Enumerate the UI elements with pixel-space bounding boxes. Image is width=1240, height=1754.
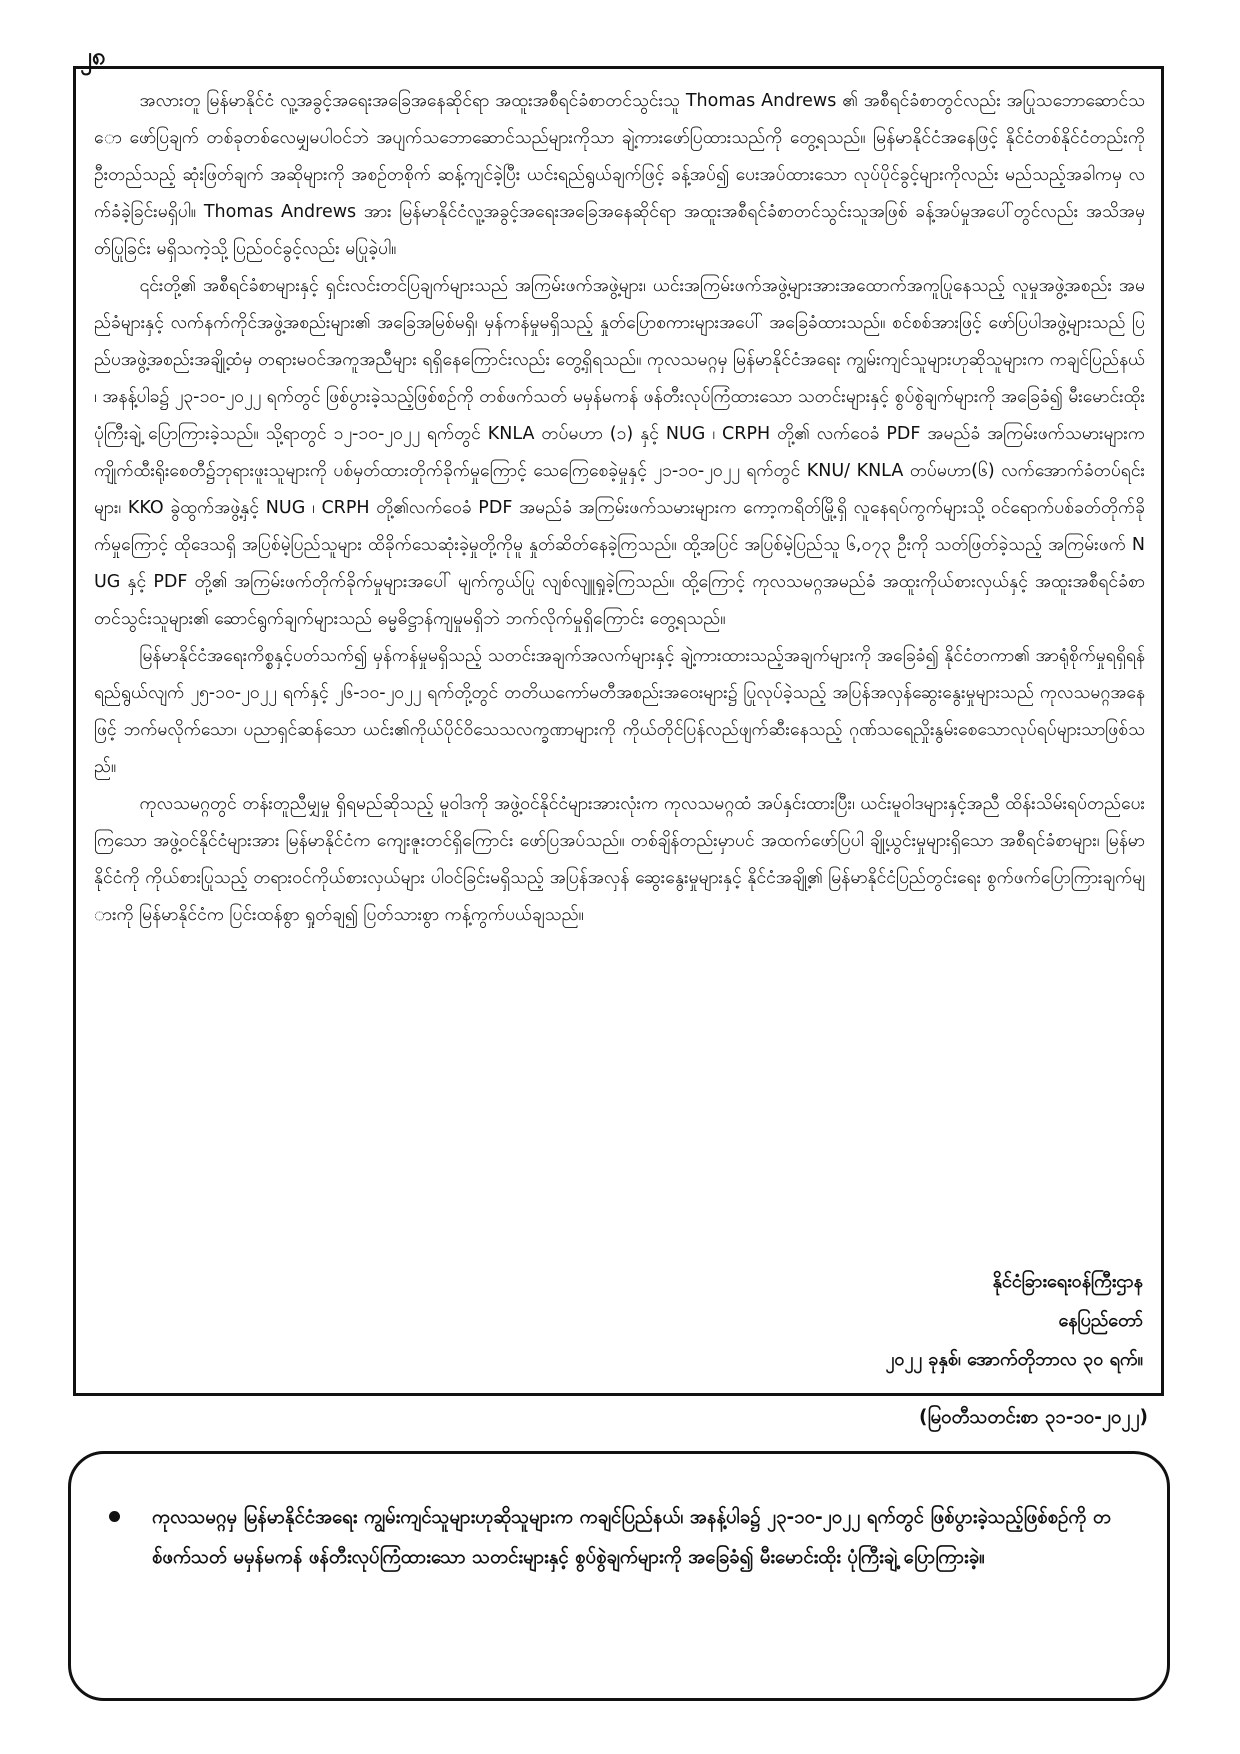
article-paragraph: ကုလသမဂ္ဂတွင် တန်းတူညီမျှမှု ရှိရမည်ဆိုသည့် မူဝါဒကို အဖွဲ့ဝင်နိုင်ငံများအားလုံးက ကုလသမဂ္ဂထံ အပ်နှင်းထားပြီး၊ ယင်းမူဝါဒများနှင့်အညီ ထိန်းသိမ်းရပ်တည်ပေးကြသော အဖွဲ့ဝင်နိုင်ငံများအား မြန်မာနိုင်ငံက ကျေးဇူးတင်ရှိကြောင်း ဖော်ပြအပ်သည်။ တစ်ချိန်တည်းမှာပင် အထက်ဖော်ပြပါ ချို့ယွင်းမှုများရှိသော အစီရင်ခံစာများ၊ မြန်မာနိုင်ငံကို ကိုယ်စားပြုသည့် တရားဝင်ကိုယ်စားလှယ်များ ပါဝင်ခြင်းမရှိသည့် အပြန်အလှန် ဆွေးနွေးမှုများနှင့် နိုင်ငံအချို့၏ မြန်မာနိုင်ငံပြည်တွင်းရေး စွက်ဖက်ပြောကြားချက်များကို မြန်မာနိုင်ငံက ပြင်းထန်စွာ ရှုတ်ချ၍ ပြတ်သားစွာ ကန့်ကွက်ပယ်ချသည်။ — [94, 794, 1145, 925]
source-citation: (မြဝတီသတင်းစာ ၃၁-၁၀-၂၀၂၂) — [919, 1407, 1148, 1428]
article-paragraph: ၎င်းတို့၏ အစီရင်ခံစာများနှင့် ရှင်းလင်းတင်ပြချက်များသည် အကြမ်းဖက်အဖွဲ့များ၊ ယင်းအကြမ်းဖက်အဖွဲ့များအားအထောက်အကူပြုနေသည့် လူမှုအဖွဲ့အစည်း အမည်ခံများနှင့် လက်နက်ကိုင်အဖွဲ့အစည်းများ၏ အခြေအမြစ်မရှိ၊ မှန်ကန်မှုမရှိသည့် နှုတ်ပြောစကားများအပေါ် အခြေခံထားသည်။ စင်စစ်အားဖြင့် ဖော်ပြပါအဖွဲ့များသည် ပြည်ပအဖွဲ့အစည်းအချို့ထံမှ တရားမဝင်အကူအညီများ ရရှိနေကြောင်းလည်း တွေ့ရှိရသည်။ ကုလသမဂ္ဂမှ မြန်မာနိုင်ငံအရေး ကျွမ်းကျင်သူများဟုဆိုသူများက ကချင်ပြည်နယ်၊ အနန့်ပါခ၌ ၂၃-၁၀-၂၀၂၂ ရက်တွင် ဖြစ်ပွားခဲ့သည့်ဖြစ်စဉ်ကို တစ်ဖက်သတ် မမှန်မကန် ဖန်တီးလုပ်ကြံထားသော သတင်းများနှင့် စွပ်စွဲချက်များကို အခြေခံ၍ မီးမောင်းထိုး ပုံကြီးချဲ့ ပြောကြားခဲ့သည်။ သို့ရာတွင် ၁၂-၁၀-၂၀၂၂ ရက်တွင် KNLA တပ်မဟာ (၁) နှင့် NUG ၊ CRPH တို့၏ လက်ဝေခံ PDF အမည်ခံ အကြမ်းဖက်သမားများက ကျိုက်ထီးရိုးစေတီ၌ဘုရားဖူးသူများကို ပစ်မှတ်ထားတိုက်ခိုက်မှုကြောင့် သေကြေစေခဲ့မှုနှင့် ၂၁-၁၀-၂၀၂၂ ရက်တွင် KNU/ KNLA တပ်မဟာ(၆) လက်အောက်ခံတပ်ရင်းများ၊ KKO ခွဲထွက်အဖွဲ့နှင့် NUG ၊ CRPH တို့၏လက်ဝေခံ PDF အမည်ခံ အကြမ်းဖက်သမားများက ကော့ကရိတ်မြို့ရှိ လူနေရပ်ကွက်များသို့ ဝင်ရောက်ပစ်ခတ်တိုက်ခိုက်မှုကြောင့် ထိုဒေသရှိ အပြစ်မဲ့ပြည်သူများ ထိခိုက်သေဆုံးခဲ့မှုတို့ကိုမူ နှုတ်ဆိတ်နေခဲ့ကြသည်။ ထို့အပြင် အပြစ်မဲ့ပြည်သူ ၆,၀၇၃ ဦးကို သတ်ဖြတ်ခဲ့သည့် အကြမ်းဖက် NUG နှင့် PDF တို့၏ အကြမ်းဖက်တိုက်ခိုက်မှုများအပေါ် မျက်ကွယ်ပြု လျစ်လျူရှုခဲ့ကြသည်။ ထို့ကြောင့် ကုလသမဂ္ဂအမည်ခံ အထူးကိုယ်စားလှယ်နှင့် အထူးအစီရင်ခံစာ တင်သွင်းသူများ၏ ဆောင်ရွက်ချက်များသည် ဓမ္မဓိဋ္ဌာန်ကျမှုမရှိဘဲ ဘက်လိုက်မှုရှိကြောင်း တွေ့ရသည်။ — [94, 276, 1145, 629]
article-paragraph: မြန်မာနိုင်ငံအရေးကိစ္စနှင့်ပတ်သက်၍ မှန်ကန်မှုမရှိသည့် သတင်းအချက်အလက်များနှင့် ချဲ့ကားထားသည့်အချက်များကို အခြေခံ၍ နိုင်ငံတကာ၏ အာရုံစိုက်မှုရရှိရန် ရည်ရွယ်လျက် ၂၅-၁၀-၂၀၂၂ ရက်နှင့် ၂၆-၁၀-၂၀၂၂ ရက်တို့တွင် တတိယကော်မတီအစည်းအဝေးများ၌ ပြုလုပ်ခဲ့သည့် အပြန်အလှန်ဆွေးနွေးမှုများသည် ကုလသမဂ္ဂအနေဖြင့် ဘက်မလိုက်သော၊ ပညာရှင်ဆန်သော ယင်း၏ကိုယ်ပိုင်ဝိသေသလက္ခဏာများကို ကိုယ်တိုင်ပြန်လည်ဖျက်ဆီးနေသည့် ဂုဏ်သရေညှိုးနွမ်းစေသောလုပ်ရပ်များသာဖြစ်သည်။ — [94, 646, 1145, 777]
signature-date: ၂၀၂၂ ခုနှစ်၊ အောက်တိုဘာလ ၃၀ ရက်။ — [885, 1349, 1143, 1370]
signature-ministry: နိုင်ငံခြားရေးဝန်ကြီးဌာန — [992, 1271, 1143, 1292]
signature-city: နေပြည်တော် — [1058, 1310, 1143, 1331]
page-number: ၂၈ — [80, 42, 106, 70]
article-paragraph: အလားတူ မြန်မာနိုင်ငံ လူ့အခွင့်အရေးအခြေအနေဆိုင်ရာ အထူးအစီရင်ခံစာတင်သွင်းသူ Thomas Andrews ၏ အစီရင်ခံစာတွင်လည်း အပြုသဘောဆောင်သော ဖော်ပြချက် တစ်ခုတစ်လေမျှမပါဝင်ဘဲ အပျက်သဘောဆောင်သည်များကိုသာ ချဲ့ကားဖော်ပြထားသည်ကို တွေ့ရသည်။ မြန်မာနိုင်ငံအနေဖြင့် နိုင်ငံတစ်နိုင်ငံတည်းကို ဦးတည်သည့် ဆုံးဖြတ်ချက် အဆိုများကို အစဉ်တစိုက် ဆန့်ကျင်ခဲ့ပြီး ယင်းရည်ရွယ်ချက်ဖြင့် ခန့်အပ်၍ ပေးအပ်ထားသော လုပ်ပိုင်ခွင့်များကိုလည်း မည်သည့်အခါကမှ လက်ခံခဲ့ခြင်းမရှိပါ။ Thomas Andrews အား မြန်မာနိုင်ငံလူ့အခွင့်အရေးအခြေအနေဆိုင်ရာ အထူးအစီရင်ခံစာတင်သွင်းသူအဖြစ် ခန့်အပ်မှုအပေါ်တွင်လည်း အသိအမှတ်ပြုခြင်း မရှိသကဲ့သို့ ပြည်ဝင်ခွင့်လည်း မပြုခဲ့ပါ။ — [94, 91, 1145, 259]
bullet-icon — [109, 1511, 120, 1522]
summary-item — [109, 1498, 1111, 1578]
article-box — [73, 66, 1164, 1396]
summary-box — [68, 1451, 1170, 1701]
summary-text: ကုလသမဂ္ဂမှ မြန်မာနိုင်ငံအရေး ကျွမ်းကျင်သူများဟုဆိုသူများက ကချင်ပြည်နယ်၊ အနန့်ပါခ၌ ၂၃-၁၀-၂၀၂၂ ရက်တွင် ဖြစ်ပွားခဲ့သည့်ဖြစ်စဉ်ကို တစ်ဖက်သတ် မမှန်မကန် ဖန်တီးလုပ်ကြံထားသော သတင်းများနှင့် စွပ်စွဲချက်များကို အခြေခံ၍ မီးမောင်းထိုး ပုံကြီးချဲ့ ပြောကြားခဲ့။ — [152, 1507, 1111, 1568]
signature-block — [885, 1262, 1143, 1379]
